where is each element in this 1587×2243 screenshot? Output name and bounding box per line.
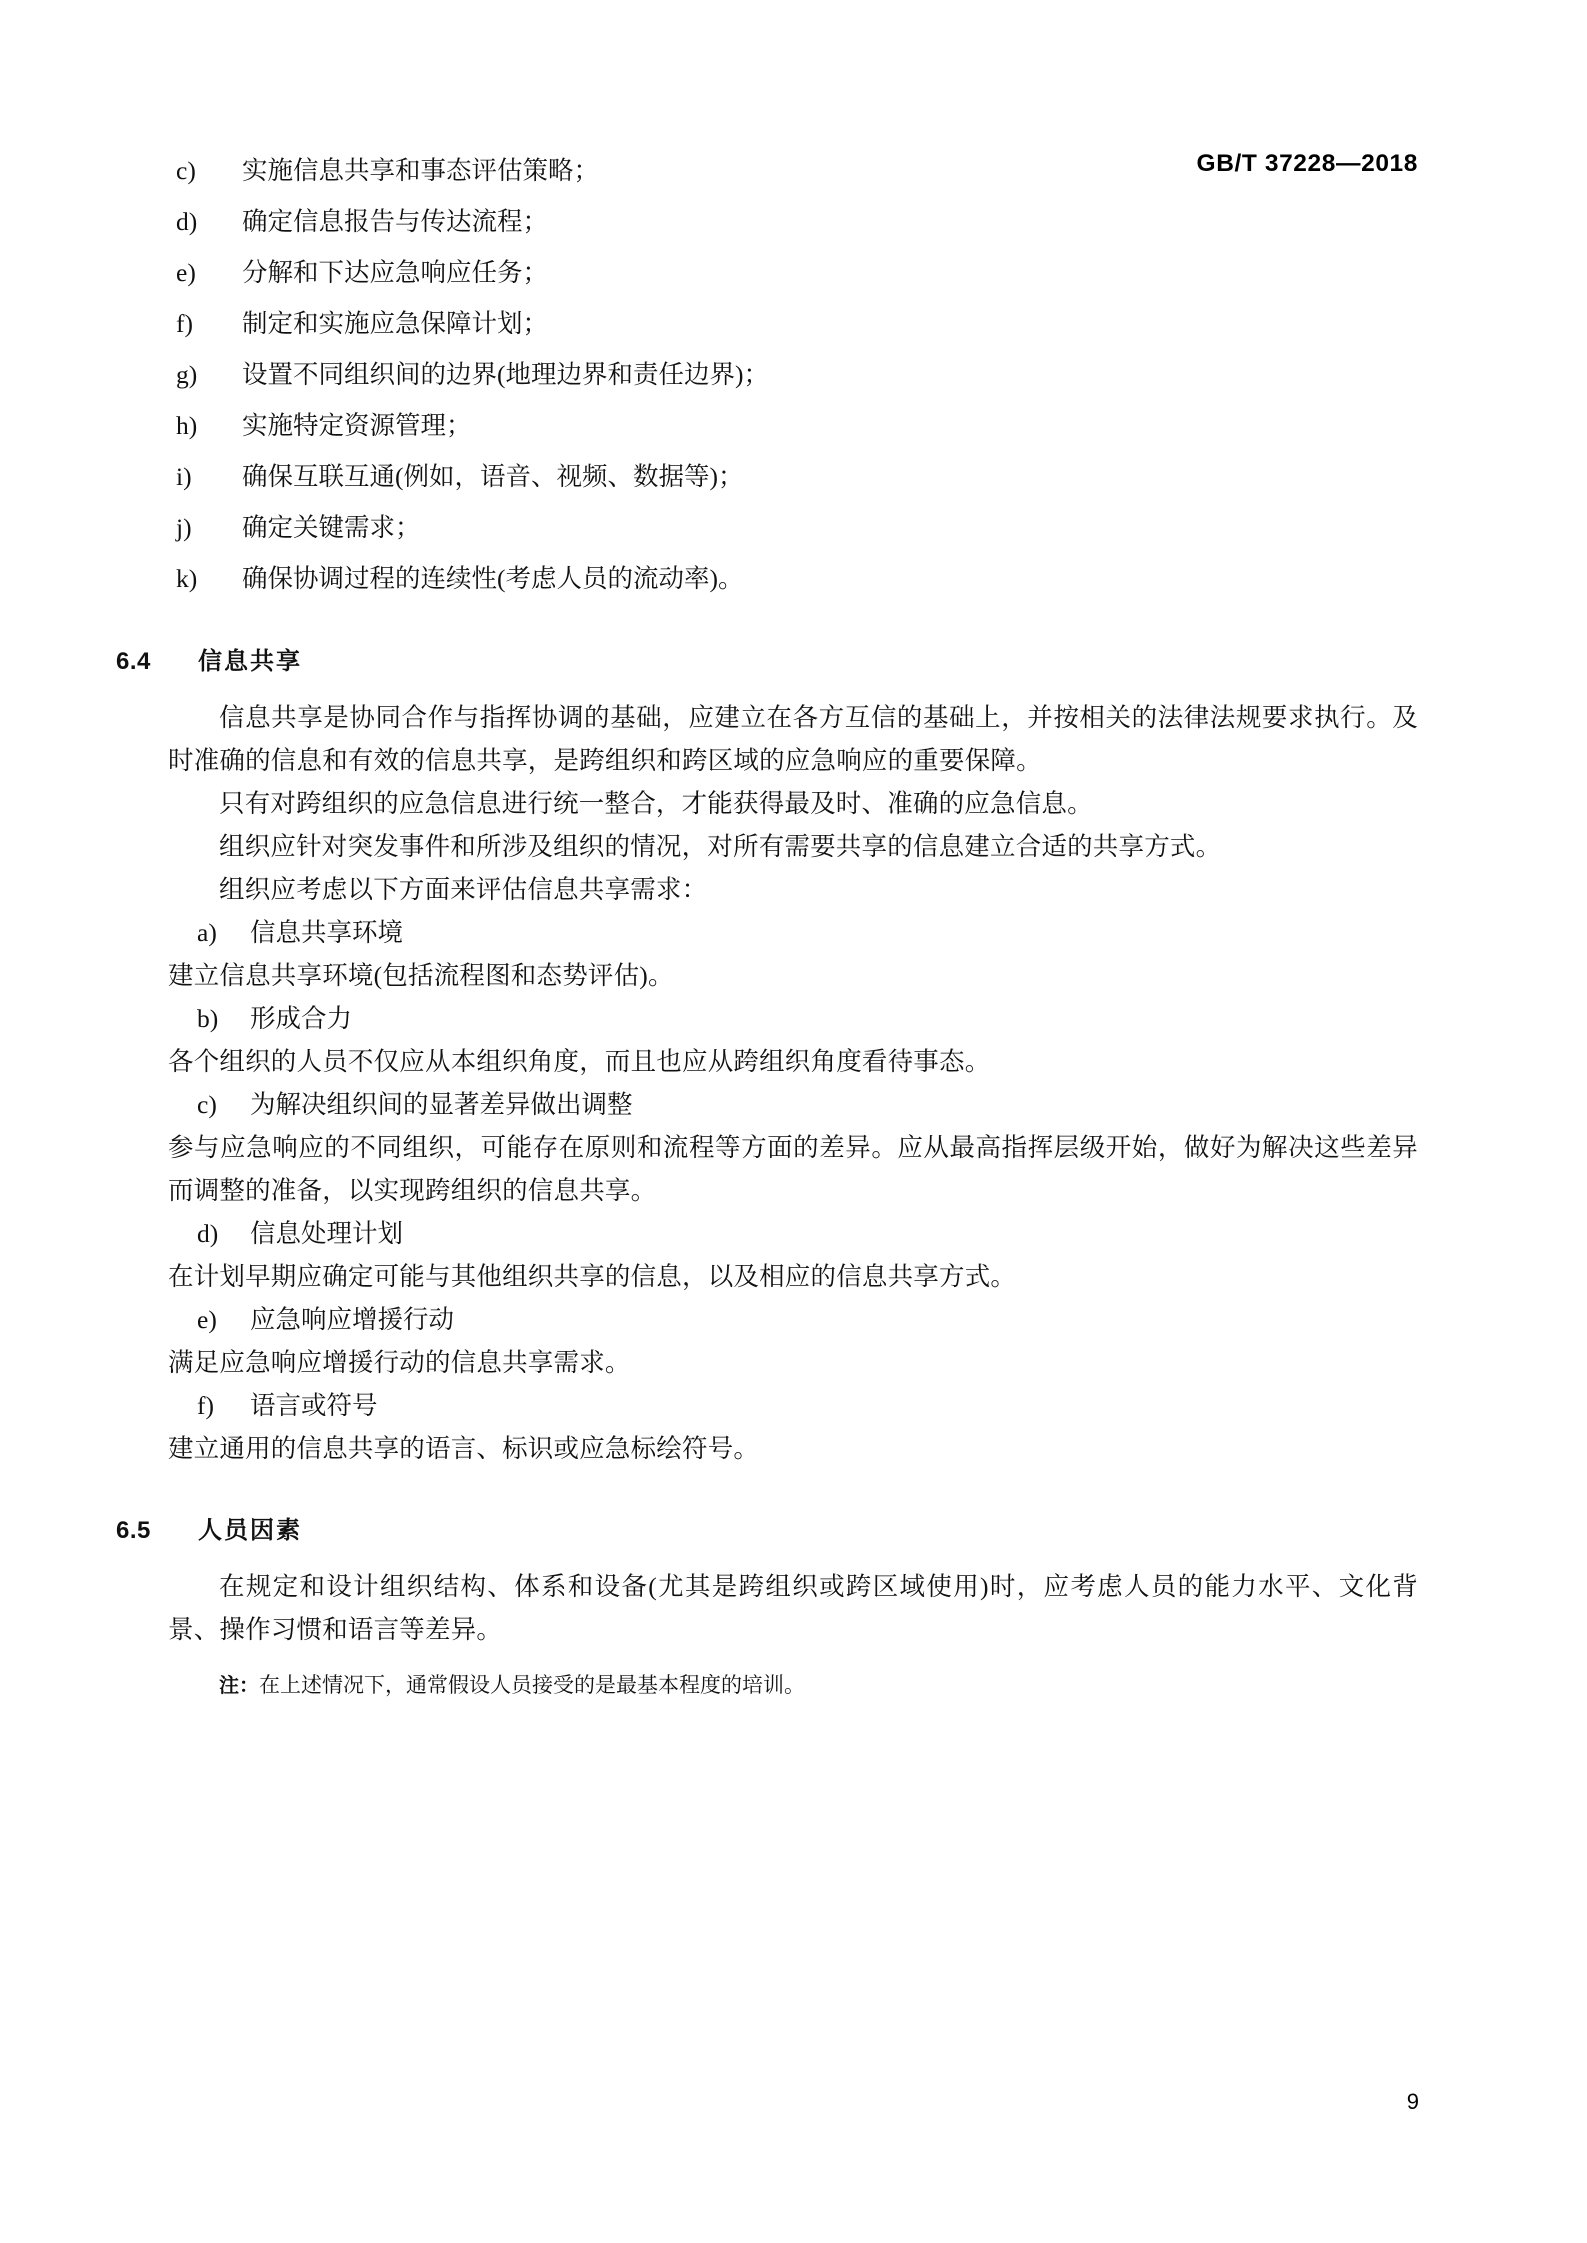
list-item [168, 354, 1418, 397]
sub-item-body: 参与应急响应的不同组织，可能存在原则和流程等方面的差异。应从最高指挥层级开始，做好为解决这些差异而调整的准备，以实现跨组织的信息共享。 [168, 1132, 1418, 1205]
sub-item-body: 建立信息共享环境(包括流程图和态势评估)。 [168, 960, 674, 990]
list-item [168, 252, 1418, 295]
sub-item-title: 应急响应增援行动 [250, 1304, 455, 1334]
list-item [168, 405, 1418, 448]
sub-item-marker: f) [197, 1390, 214, 1420]
list-item-marker: i) [176, 462, 192, 491]
sub-item [168, 1083, 1418, 1126]
paragraph: 组织应考虑以下方面来评估信息共享需求： [219, 874, 708, 904]
list-item-text: 确定关键需求； [242, 513, 421, 542]
section-title: 信息共享 [198, 647, 302, 675]
paragraph: 在规定和设计组织结构、体系和设备(尤其是跨组织或跨区域使用)时，应考虑人员的能力水平、文化背景、操作习惯和语言等差异。 [168, 1571, 1418, 1644]
sub-item [168, 1212, 1418, 1255]
list-item-text: 分解和下达应急响应任务； [242, 258, 549, 287]
sub-item-marker: c) [197, 1089, 217, 1119]
section-number: 6.5 [116, 1516, 151, 1544]
sub-item-body: 建立通用的信息共享的语言、标识或应急标绘符号。 [168, 1433, 760, 1463]
standard-id: GB/T 37228—2018 [1196, 150, 1418, 177]
list-item [168, 558, 1418, 601]
sub-item [168, 911, 1418, 954]
list-item-marker: h) [176, 411, 198, 440]
list-item-marker: k) [176, 564, 198, 593]
sub-item [168, 1384, 1418, 1427]
section-number: 6.4 [116, 647, 151, 675]
list-item-marker: j) [176, 513, 192, 542]
sub-item [168, 997, 1418, 1040]
spacer [168, 1651, 1418, 1665]
sub-item-body: 在计划早期应确定可能与其他组织共享的信息，以及相应的信息共享方式。 [168, 1261, 1017, 1291]
sub-item-title: 信息共享环境 [250, 917, 404, 947]
note-label: 注： [219, 1674, 259, 1697]
list-item-text: 实施特定资源管理； [242, 411, 472, 440]
list-item [168, 303, 1418, 346]
sub-item-marker: a) [197, 917, 217, 947]
list-item-text: 制定和实施应急保障计划； [242, 309, 549, 338]
note-text: 在上述情况下，通常假设人员接受的是最基本程度的培训。 [259, 1672, 805, 1697]
page-content [116, 150, 1418, 1706]
list-item-text: 实施信息共享和事态评估策略； [242, 156, 600, 185]
sub-item-marker: d) [197, 1218, 219, 1248]
note [168, 1665, 1418, 1706]
sub-item-title: 信息处理计划 [250, 1218, 404, 1248]
sub-item-title: 形成合力 [250, 1003, 353, 1033]
section-title: 人员因素 [198, 1516, 302, 1544]
sub-item-title: 语言或符号 [250, 1390, 378, 1420]
page-header [168, 150, 1418, 178]
list-item [168, 201, 1418, 244]
sub-item-title: 为解决组织间的显著差异做出调整 [250, 1089, 633, 1119]
lettered-list [168, 150, 1418, 601]
sub-item-marker: e) [197, 1304, 217, 1334]
list-item [168, 456, 1418, 499]
page-number: 9 [1406, 2089, 1419, 2114]
sub-item-body: 各个组织的人员不仅应从本组织角度，而且也应从跨组织角度看待事态。 [168, 1046, 991, 1076]
sub-item-body: 满足应急响应增援行动的信息共享需求。 [168, 1347, 631, 1377]
paragraph: 只有对跨组织的应急信息进行统一整合，才能获得最及时、准确的应急信息。 [219, 788, 1093, 818]
paragraph: 信息共享是协同合作与指挥协调的基础，应建立在各方互信的基础上，并按相关的法律法规要求执行。及时准确的信息和有效的信息共享，是跨组织和跨区域的应急响应的重要保障。 [168, 702, 1418, 775]
list-item-text: 确保互联互通(例如，语音、视频、数据等)； [242, 462, 744, 491]
list-item-marker: c) [176, 156, 196, 185]
list-item [168, 507, 1418, 550]
list-item-text: 设置不同组织间的边界(地理边界和责任边界)； [242, 360, 769, 389]
section-heading-6-5 [116, 1510, 1418, 1545]
list-item-marker: g) [176, 360, 198, 389]
list-item-text: 确定信息报告与传达流程； [242, 207, 549, 236]
section-heading-6-4 [116, 641, 1418, 676]
list-item-marker: e) [176, 258, 196, 287]
list-item-marker: d) [176, 207, 198, 236]
sub-item [168, 1298, 1418, 1341]
sub-item-marker: b) [197, 1003, 219, 1033]
list-item-text: 确保协调过程的连续性(考虑人员的流动率)。 [242, 564, 744, 593]
list-item-marker: f) [176, 309, 193, 338]
paragraph: 组织应针对突发事件和所涉及组织的情况，对所有需要共享的信息建立合适的共享方式。 [219, 831, 1222, 861]
